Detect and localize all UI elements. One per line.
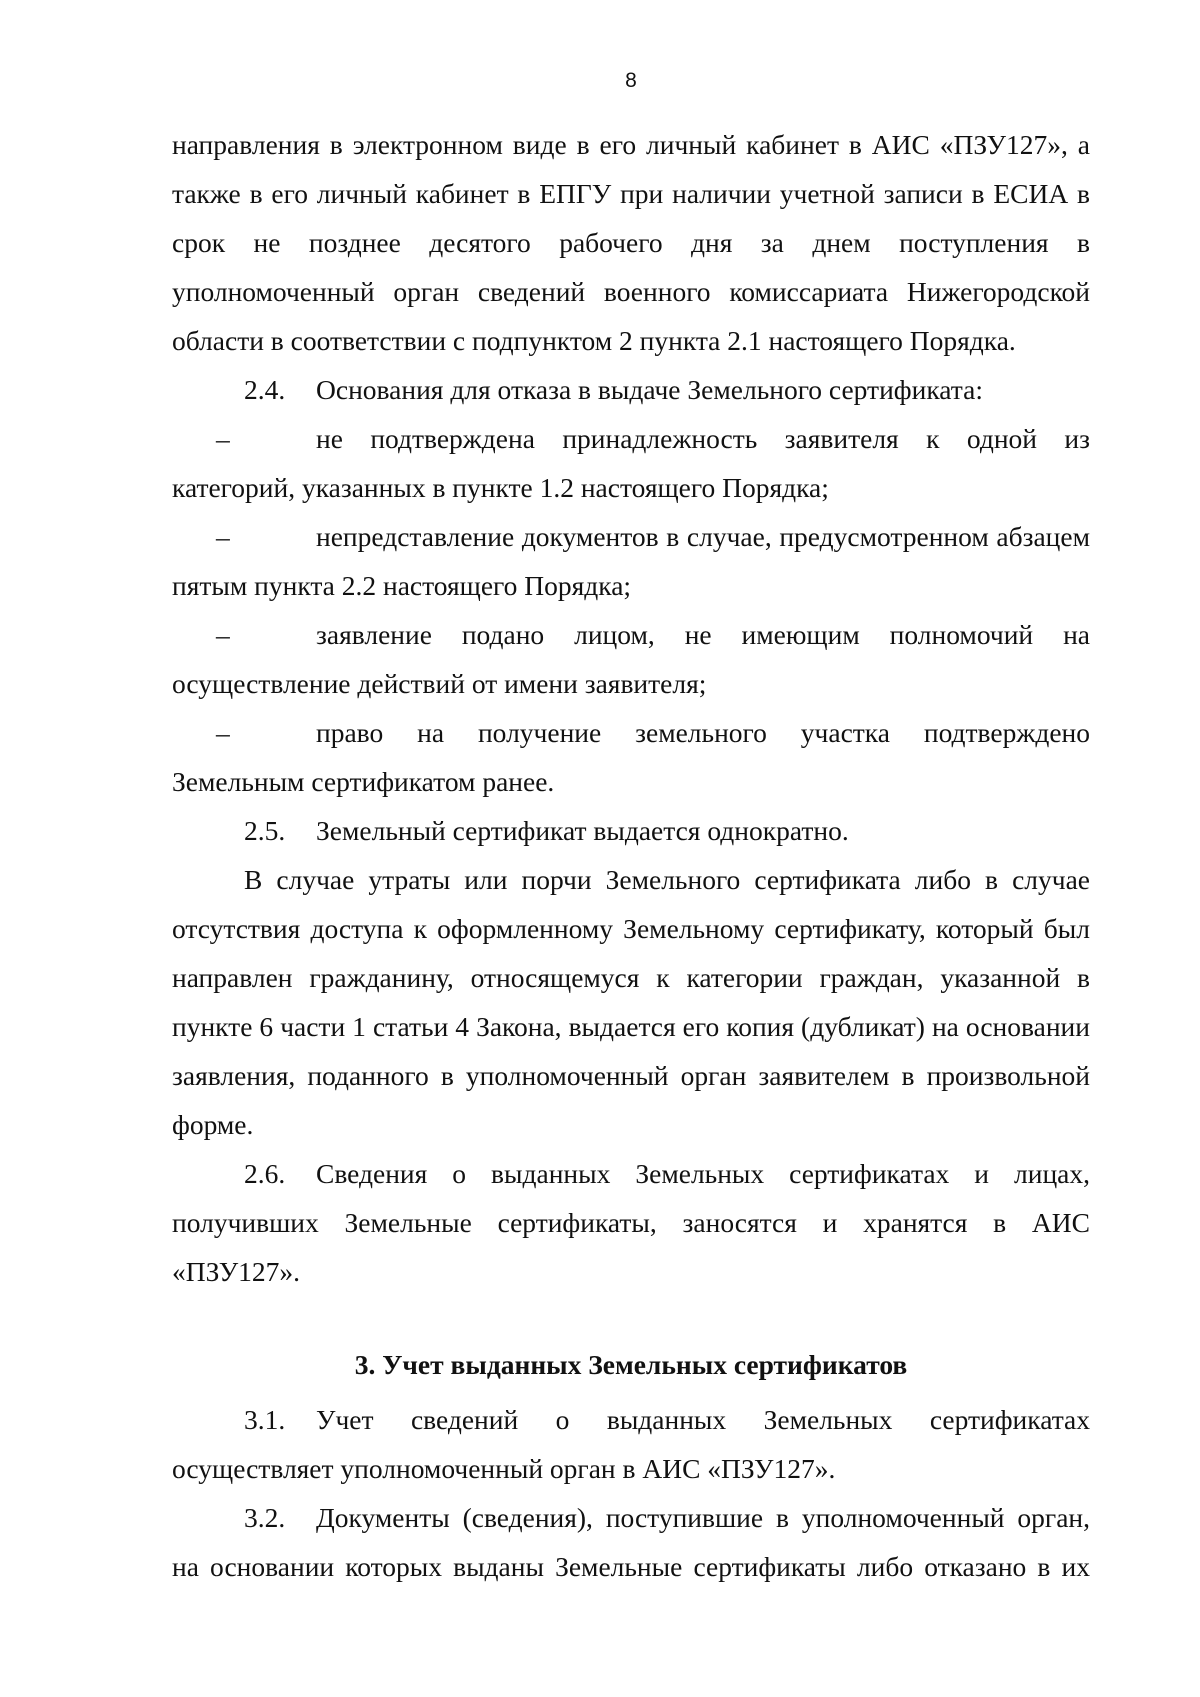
clause-number: 2.6. (244, 1158, 286, 1189)
dash-marker: – (216, 717, 230, 748)
clause-number: 2.5. (244, 815, 286, 846)
clause-text: Земельный сертификат выдается однократно. (316, 815, 849, 846)
document-body (172, 120, 1090, 1591)
list-item-text: заявление подано лицом, не имеющим полномочий на осуществление действий от имени заявителя; (172, 619, 1090, 699)
list-item-text: непредставление документов в случае, предусмотренном абзацем пятым пункта 2.2 настоящего Порядка; (172, 521, 1090, 601)
paragraph-2-5 (172, 806, 1090, 855)
clause-text: Учет сведений о выданных Земельных сертификатах осуществляет уполномоченный орган в АИС «ПЗУ127». (172, 1404, 1090, 1484)
clause-text: Сведения о выданных Земельных сертификатах и лицах, получивших Земельные сертификаты, заносятся и хранятся в АИС «ПЗУ127». (172, 1158, 1090, 1287)
list-item-text: не подтверждена принадлежность заявителя к одной из категорий, указанных в пункте 1.2 настоящего Порядка; (172, 423, 1090, 503)
dash-marker: – (216, 619, 230, 650)
section-3-heading: 3. Учет выданных Земельных сертификатов (354, 1349, 908, 1380)
paragraph-3-1 (172, 1395, 1090, 1493)
list-item-2 (172, 512, 1090, 610)
list-item-3 (172, 610, 1090, 708)
clause-number: 3.1. (244, 1404, 286, 1435)
list-item-text: право на получение земельного участка подтверждено Земельным сертификатом ранее. (172, 717, 1090, 797)
clause-number: 3.2. (244, 1502, 286, 1533)
clause-text: Документы (сведения), поступившие в уполномоченный орган, на основании которых выданы Земельные сертификаты либо отказано в их (172, 1502, 1090, 1582)
clause-text: Основания для отказа в выдаче Земельного сертификата: (316, 374, 983, 405)
page-number: 8 (625, 69, 637, 92)
list-item-4 (172, 708, 1090, 806)
list-item-1 (172, 414, 1090, 512)
clause-number: 2.4. (244, 374, 286, 405)
dash-marker: – (216, 521, 230, 552)
dash-marker: – (216, 423, 230, 454)
paragraph-2-6 (172, 1149, 1090, 1296)
paragraph-3-2 (172, 1493, 1090, 1591)
paragraph-2-5-duplicate: В случае утраты или порчи Земельного сертификата либо в случае отсутствия доступа к оформленному Земельному сертификату, который был направлен гражданину, относящемуся к категории граждан, указанной в пункте 6 части 1 статьи 4 Закона, выдается его копия (дубликат) на основании заявления, поданного в уполномоченный орган заявителем в произвольной форме. (172, 864, 1090, 1140)
paragraph-2-4 (172, 365, 1090, 414)
paragraph-continuation: направления в электронном виде в его личный кабинет в АИС «ПЗУ127», а также в его личный кабинет в ЕПГУ при наличии учетной записи в ЕСИА в срок не позднее десятого рабочего дня за днем поступления в уполномоченный орган сведений военного комиссариата Нижегородской области в соответствии с подпунктом 2 пункта 2.1 настоящего Порядка. (172, 129, 1090, 356)
